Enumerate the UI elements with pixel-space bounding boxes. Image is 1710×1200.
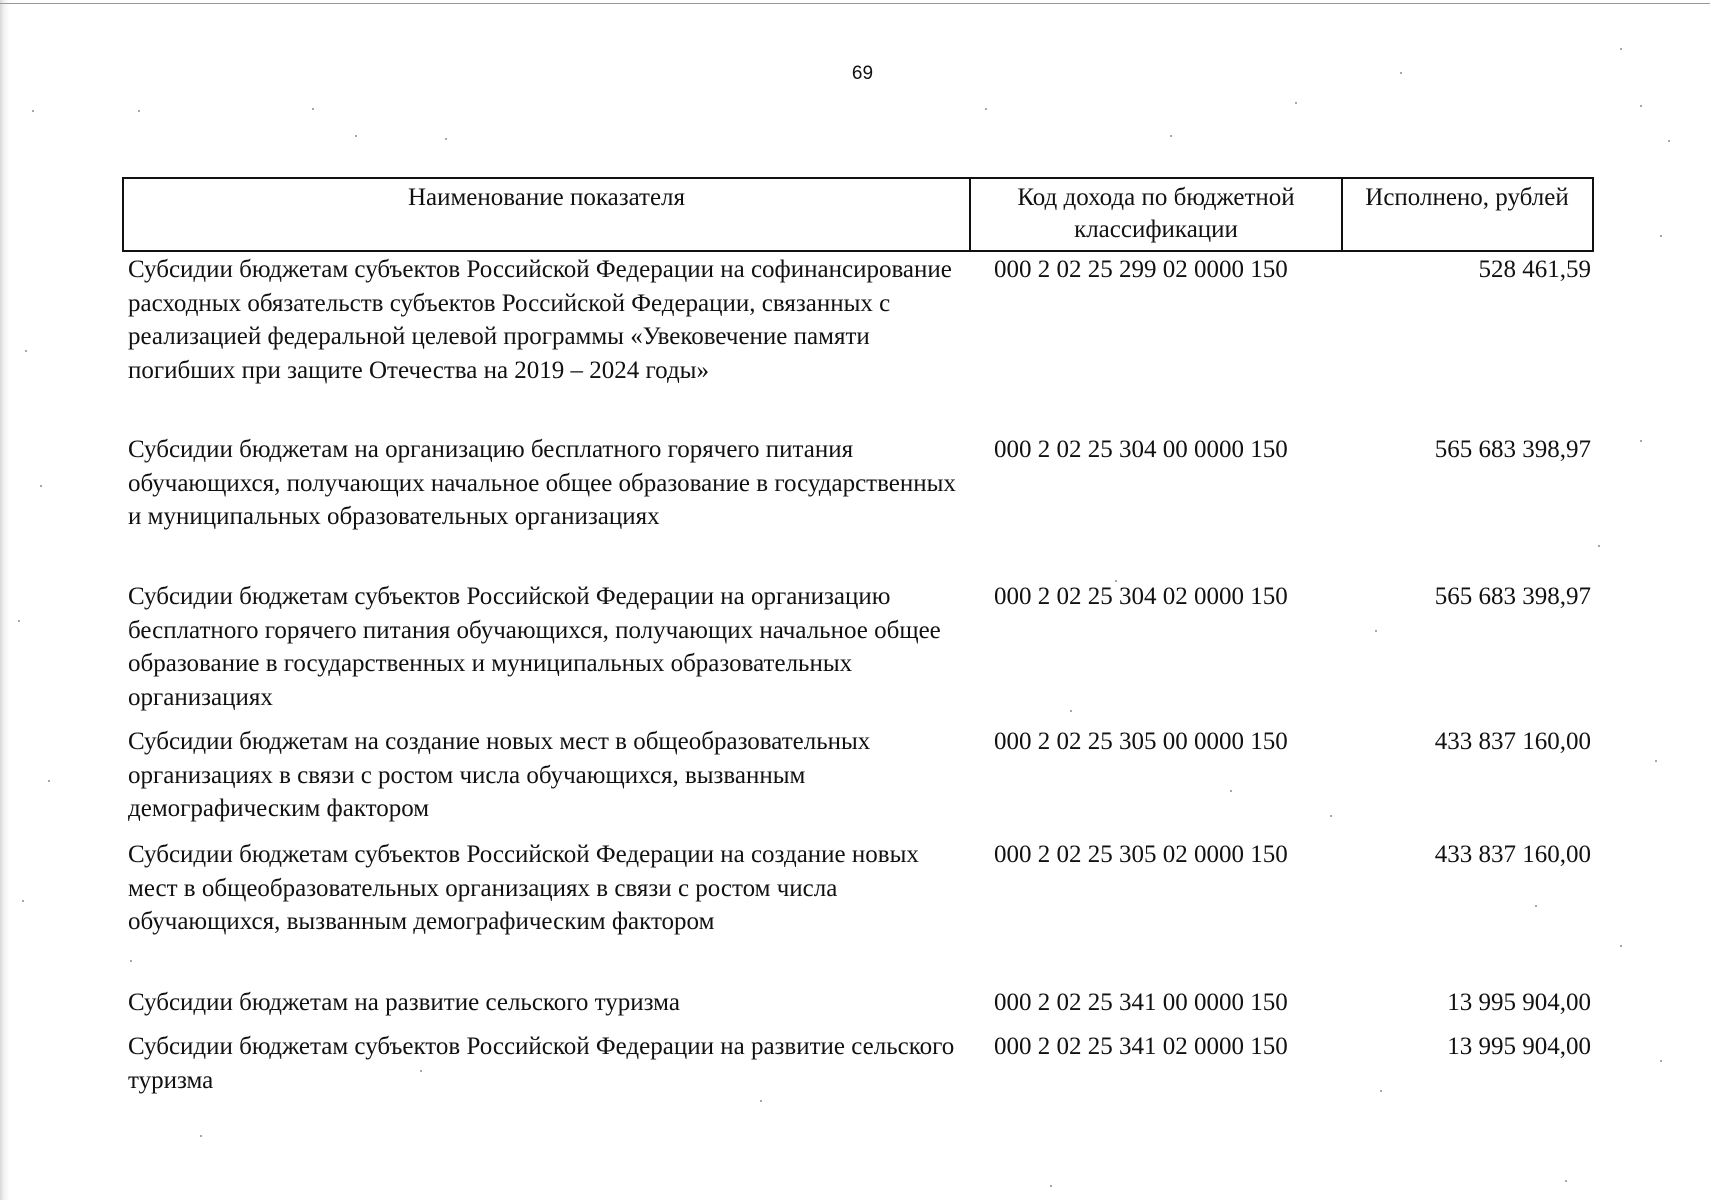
scan-speck xyxy=(48,780,50,782)
header-name-column: Наименование показателя xyxy=(124,179,971,250)
scan-speck xyxy=(312,108,314,110)
scan-speck xyxy=(1115,580,1117,582)
scan-speck xyxy=(18,620,20,622)
row-amount: 13 995 904,00 xyxy=(1447,989,1591,1016)
scan-speck xyxy=(1380,1090,1382,1092)
header-amount-column: Исполнено, рублей xyxy=(1365,184,1569,211)
scan-speck xyxy=(40,485,42,487)
scan-speck xyxy=(1535,905,1537,907)
row-name: Субсидии бюджетам субъектов Российской Федерации на организацию бесплатного горячего питания обучающихся, получающих начальное общее образование в государственных и муниципальных образовательных организациях xyxy=(128,583,941,711)
scan-speck xyxy=(1640,105,1642,107)
row-amount: 565 683 398,97 xyxy=(1434,583,1591,610)
row-code: 000 2 02 25 341 00 0000 150 xyxy=(994,989,1288,1016)
scan-speck xyxy=(760,1100,762,1102)
row-name: Субсидии бюджетам на создание новых мест в общеобразовательных организациях в связи с ростом числа обучающихся, вызванным демографическим фактором xyxy=(128,728,871,822)
scan-speck xyxy=(1050,1185,1052,1187)
page-number: 69 xyxy=(851,63,874,84)
row-code: 000 2 02 25 305 00 0000 150 xyxy=(994,728,1288,755)
scan-speck xyxy=(200,1135,202,1137)
scan-speck xyxy=(25,350,27,352)
row-code: 000 2 02 25 299 02 0000 150 xyxy=(994,256,1288,283)
scan-speck xyxy=(1375,630,1377,632)
scan-left-edge-shadow xyxy=(0,0,10,1200)
scan-top-border xyxy=(0,3,1710,4)
scan-speck xyxy=(1660,235,1662,237)
row-amount: 528 461,59 xyxy=(1478,256,1591,283)
row-code: 000 2 02 25 341 02 0000 150 xyxy=(994,1033,1288,1060)
scan-speck xyxy=(985,108,987,110)
row-code: 000 2 02 25 305 02 0000 150 xyxy=(994,841,1288,868)
scan-speck xyxy=(1330,815,1332,817)
scan-speck xyxy=(1620,945,1622,947)
scan-speck xyxy=(1660,1060,1662,1062)
scan-speck xyxy=(1230,790,1232,792)
scan-speck xyxy=(420,1070,422,1072)
scan-speck xyxy=(1668,140,1670,142)
scan-speck xyxy=(1070,710,1072,712)
scan-speck xyxy=(1620,48,1622,50)
row-amount: 13 995 904,00 xyxy=(1447,1033,1591,1060)
scan-speck xyxy=(1565,1180,1567,1182)
scan-speck xyxy=(1655,760,1657,762)
row-name: Субсидии бюджетам субъектов Российской Федерации на софинансирование расходных обязательств субъектов Российской Федерации, связанных с реализацией федеральной целевой программы «Увековечение памяти погибших при защите Отечества на 2019 – 2024 годы» xyxy=(128,256,952,384)
row-amount: 433 837 160,00 xyxy=(1434,841,1591,868)
scan-speck xyxy=(130,960,132,962)
header-code-column: Код дохода по бюджетной классификации xyxy=(971,179,1343,250)
row-code: 000 2 02 25 304 02 0000 150 xyxy=(994,583,1288,610)
row-name: Субсидии бюджетам на развитие сельского туризма xyxy=(128,989,680,1016)
scan-speck xyxy=(1170,135,1172,137)
row-name: Субсидии бюджетам на организацию бесплатного горячего питания обучающихся, получающих начальное общее образование в государственных и муниципальных образовательных организациях xyxy=(128,436,956,530)
row-name: Субсидии бюджетам субъектов Российской Федерации на развитие сельского туризма xyxy=(128,1033,955,1094)
scan-speck xyxy=(445,138,447,140)
row-amount: 433 837 160,00 xyxy=(1434,728,1591,755)
scan-speck xyxy=(1598,545,1600,547)
row-amount: 565 683 398,97 xyxy=(1434,436,1591,463)
scan-speck xyxy=(1640,440,1642,442)
row-code: 000 2 02 25 304 00 0000 150 xyxy=(994,436,1288,463)
scan-speck xyxy=(22,900,24,902)
scan-speck xyxy=(138,110,140,112)
row-name: Субсидии бюджетам субъектов Российской Федерации на создание новых мест в общеобразовательных организациях в связи с ростом числа обучающихся, вызванным демографическим фактором xyxy=(128,841,919,935)
scan-speck xyxy=(1400,72,1402,74)
scan-speck xyxy=(1295,102,1297,104)
scan-speck xyxy=(32,110,34,112)
table-header xyxy=(122,177,1594,252)
scan-speck xyxy=(355,135,357,137)
